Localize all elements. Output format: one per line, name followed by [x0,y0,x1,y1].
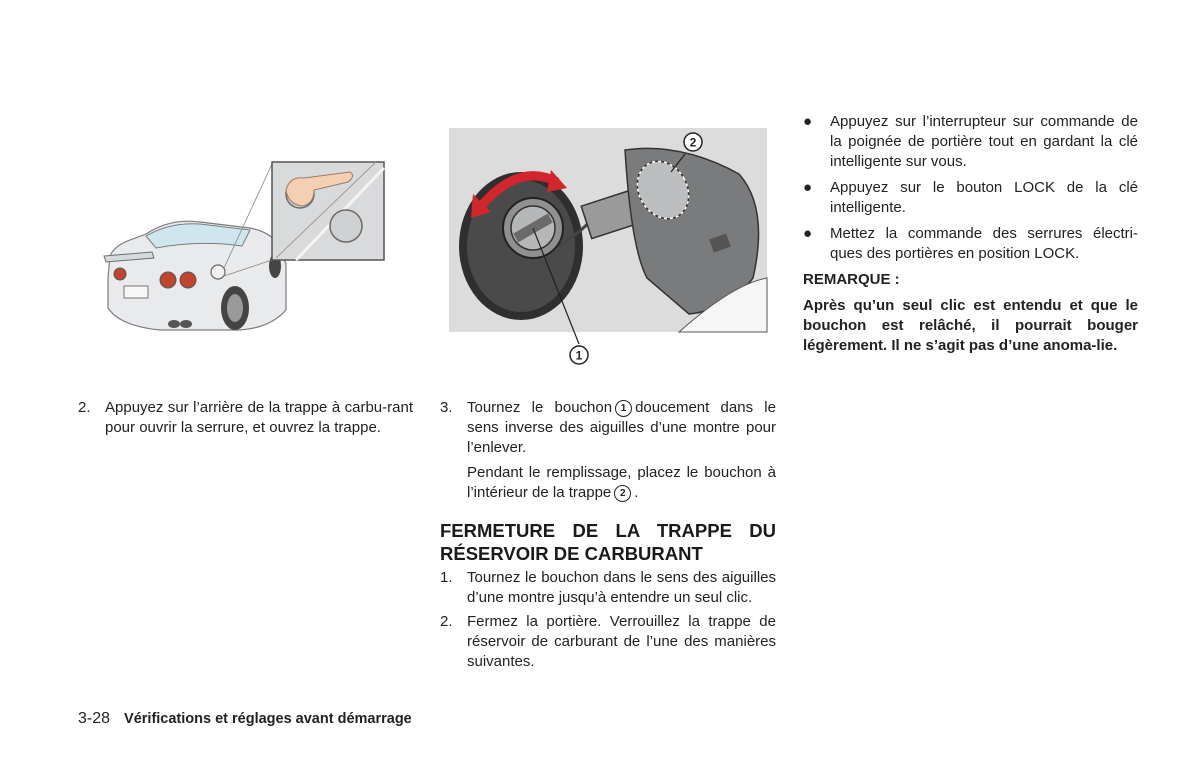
bullet-text: Appuyez sur l’interrupteur sur commande de la poignée de portière tout en gardant la clé intelligente sur vous. [830,113,1138,170]
bullet-icon: ● [803,225,813,242]
section-title: Vérifications et réglages avant démarrage [124,711,412,727]
figure-callout-2: 2 [689,135,697,150]
step-text: Fermez la portière. Verrouillez la trappe de réservoir de carburant de l’une des manières suivantes. [467,613,776,670]
figure-callout-1: 1 [575,348,583,363]
right-column [803,112,1138,356]
step-3-subtext [467,463,776,503]
step-number: 1. [440,569,453,586]
closing-step-2 [440,612,776,672]
step-3-text-before: Tournez le bouchon [467,399,613,416]
bullet-text: Appuyez sur le bouton LOCK de la clé intelligente. [830,179,1138,216]
step-number: 2. [440,613,453,630]
bullet-icon: ● [803,179,813,196]
bullet-item [803,178,1138,218]
step-3-sub-before: Pendant le remplissage, placez le bouchon à l’intérieur de la trappe [467,464,776,501]
step-3-text-after: doucement dans le sens inverse des aiguilles d’une montre pour l’enlever. [467,399,776,456]
step-text: Appuyez sur l’arrière de la trappe à carbu-rant pour ouvrir la serrure, et ouvrez la trappe. [105,399,413,436]
closing-step-1 [440,568,776,608]
car-fuel-door-illustration [100,160,390,338]
step-3-remove-cap [440,398,776,503]
callout-marker-1: 1 [615,400,632,417]
step-number: 3. [440,399,453,416]
step-text: Tournez le bouchon dans le sens des aiguilles d’une montre jusqu’à entendre un seul clic. [467,569,776,606]
middle-column [440,398,776,672]
bullet-text: Mettez la commande des serrures électri-ques des portières en position LOCK. [830,225,1138,262]
page-footer [78,710,412,728]
bullet-item [803,112,1138,172]
step-2-open-fuel-door [78,398,413,438]
note-title: REMARQUE : [803,271,900,288]
section-heading: FERMETURE DE LA TRAPPE DU RÉSERVOIR DE CARBURANT [440,520,776,564]
page-number: 3-28 [78,710,111,727]
step-3-text [467,398,776,458]
left-column [78,398,413,438]
bullet-item [803,224,1138,264]
bullet-icon: ● [803,113,813,130]
note-body: Après qu’un seul clic est entendu et que le bouchon est relâché, il pourrait bouger légèrement. Il ne s’agit pas d’une anoma-lie. [803,297,1138,354]
callout-marker-2: 2 [614,485,631,502]
step-3-sub-after: . [634,484,639,501]
step-number: 2. [78,399,91,416]
fuel-cap-illustration [449,128,769,370]
